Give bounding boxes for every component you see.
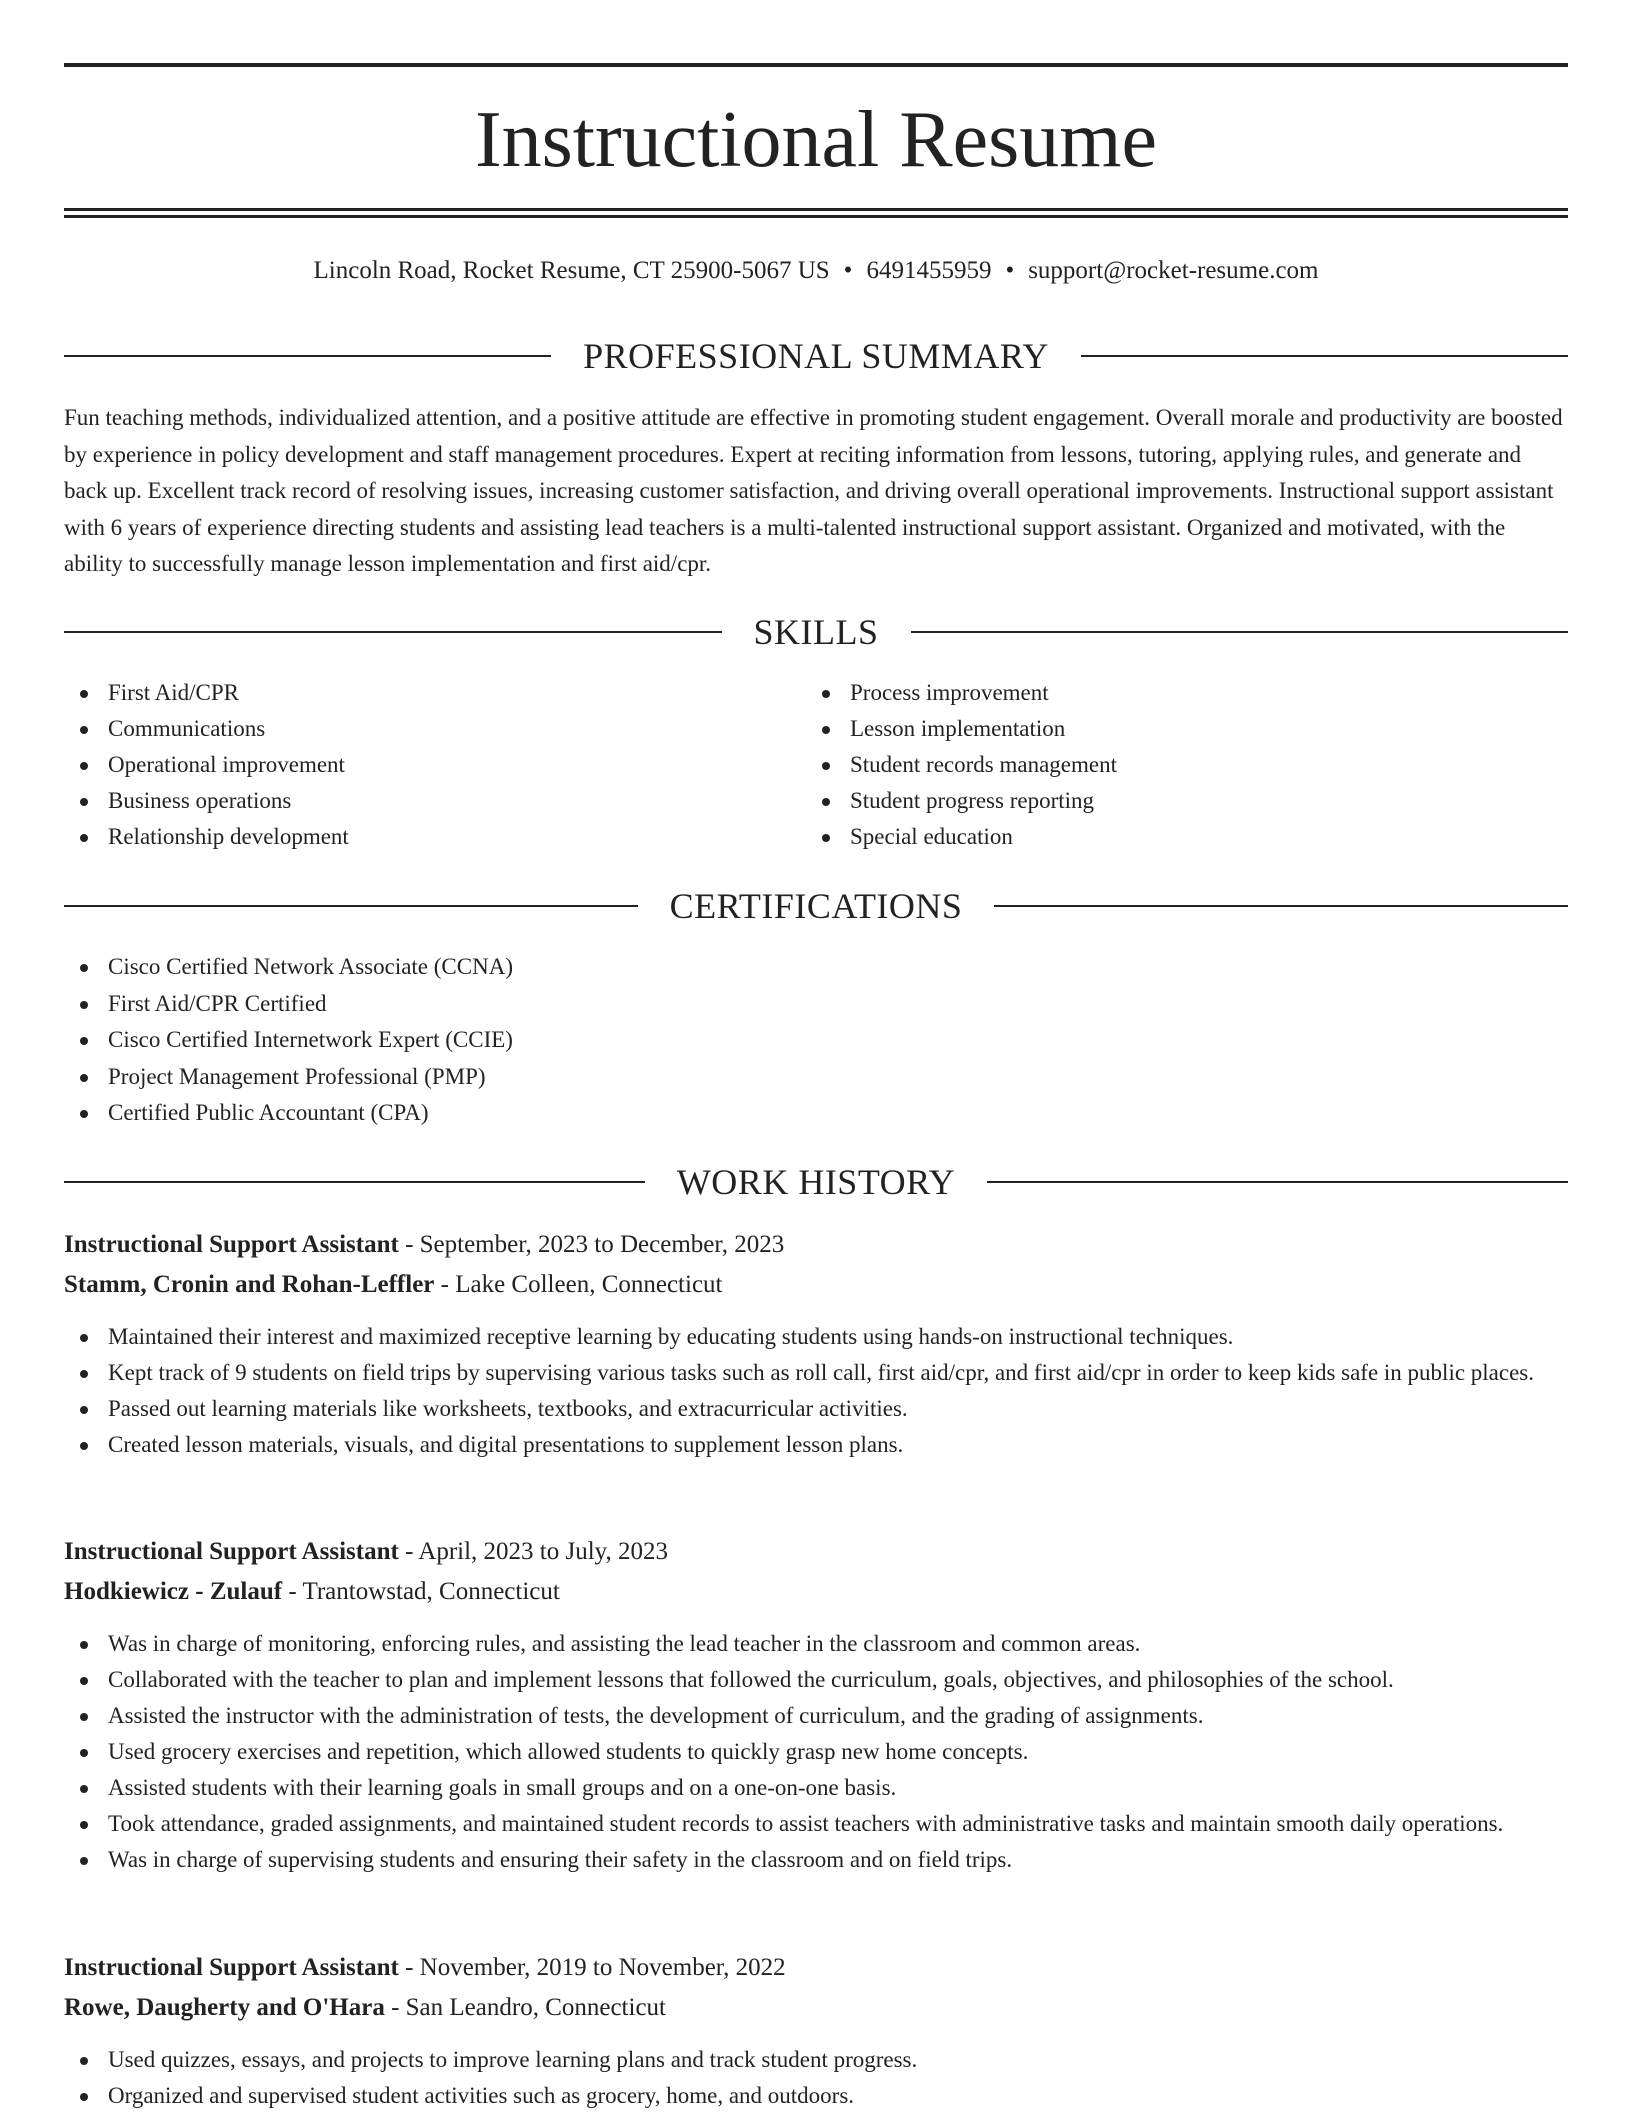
contact-line (64, 254, 1568, 288)
job-bullet: Used quizzes, essays, and projects to improve learning plans and track student progress. (64, 2042, 1568, 2078)
heading-rule (987, 1181, 1568, 1183)
job-title: Instructional Support Assistant (64, 1231, 399, 1258)
heading-rule (64, 1181, 645, 1183)
job-bullets (64, 1319, 1568, 1463)
work-history-heading-label: WORK HISTORY (676, 1162, 956, 1202)
certification-item: Project Management Professional (PMP) (64, 1059, 1568, 1096)
job-company-line (64, 1988, 1568, 2028)
heading-rule (1081, 355, 1568, 357)
skill-item: Business operations (64, 783, 806, 819)
job-location: - San Leandro, Connecticut (384, 1994, 666, 2021)
heading-rule (994, 905, 1568, 907)
work-history-heading (64, 1160, 1568, 1204)
job-bullet: Collaborated with the teacher to plan and implement lessons that followed the curriculum, goals, objectives, and philosophies of the school. (64, 1662, 1568, 1698)
job-bullet: Created lesson materials, visuals, and digital presentations to supplement lesson plans. (64, 1427, 1568, 1463)
skill-item: Student progress reporting (806, 783, 1548, 819)
job-company-line (64, 1572, 1568, 1612)
job-entry (64, 1225, 1568, 1463)
contact-email: support@rocket-resume.com (1028, 257, 1319, 284)
skills-column-right (806, 675, 1548, 855)
job-company: Rowe, Daugherty and O'Hara (64, 1994, 385, 2021)
top-rule (64, 63, 1568, 67)
job-bullets (64, 2042, 1568, 2114)
contact-address: Lincoln Road, Rocket Resume, CT 25900-5067 US (313, 257, 830, 284)
job-title-line (64, 1532, 1568, 1572)
job-bullet: Was in charge of supervising students and ensuring their safety in the classroom and on field trips. (64, 1842, 1568, 1878)
skill-item: Special education (806, 819, 1548, 855)
title-double-rule (64, 208, 1568, 218)
resume-title: Instructional Resume (474, 96, 1158, 184)
skill-item: Student records management (806, 747, 1548, 783)
skill-item: Operational improvement (64, 747, 806, 783)
certifications-list (64, 949, 1568, 1132)
certifications-heading-label: CERTIFICATIONS (669, 886, 963, 926)
certification-item: First Aid/CPR Certified (64, 986, 1568, 1023)
job-entry (64, 1532, 1568, 1878)
job-bullet: Used grocery exercises and repetition, which allowed students to quickly grasp new home concepts. (64, 1734, 1568, 1770)
job-bullet: Took attendance, graded assignments, and maintained student records to assist teachers with administrative tasks and maintain smooth daily operations. (64, 1806, 1568, 1842)
job-entry (64, 1948, 1568, 2114)
skill-item: Process improvement (806, 675, 1548, 711)
job-company-line (64, 1265, 1568, 1305)
skill-item: Communications (64, 711, 806, 747)
skills-column-left (64, 675, 806, 855)
job-title-line (64, 1948, 1568, 1988)
job-location: - Trantowstad, Connecticut (282, 1578, 560, 1605)
job-location: - Lake Colleen, Connecticut (434, 1271, 723, 1298)
job-company: Hodkiewicz - Zulauf (64, 1578, 283, 1605)
certification-item: Certified Public Accountant (CPA) (64, 1095, 1568, 1132)
skill-item: Lesson implementation (806, 711, 1548, 747)
skill-item: First Aid/CPR (64, 675, 806, 711)
heading-rule (64, 905, 638, 907)
job-bullet: Was in charge of monitoring, enforcing rules, and assisting the lead teacher in the classroom and common areas. (64, 1626, 1568, 1662)
summary-text: Fun teaching methods, individualized attention, and a positive attitude are effective in promoting student engagement. Overall morale and productivity are boosted by experience in policy development and staff management procedures. Expert at reciting information from lessons, tutoring, applying rules, and generate and back up. Excellent track record of resolving issues, increasing customer satisfaction, and driving overall operational improvements. Instructional support assistant with 6 years of experience directing students and assisting lead teachers is a multi-talented instructional support assistant. Organized and motivated, with the ability to successfully manage lesson implementation and first aid/cpr. (64, 405, 1563, 577)
certification-item: Cisco Certified Network Associate (CCNA) (64, 949, 1568, 986)
job-bullet: Kept track of 9 students on field trips by supervising various tasks such as roll call, first aid/cpr, and first aid/cpr in order to keep kids safe in public places. (64, 1355, 1568, 1391)
job-title: Instructional Support Assistant (64, 1954, 399, 1981)
skills-heading (64, 610, 1568, 654)
summary-heading (64, 334, 1568, 378)
contact-phone: 6491455959 (866, 257, 992, 284)
summary-heading-label: PROFESSIONAL SUMMARY (583, 336, 1049, 376)
contact-separator: • (843, 257, 853, 284)
heading-rule (64, 355, 551, 357)
certification-item: Cisco Certified Internetwork Expert (CCIE) (64, 1022, 1568, 1059)
job-bullet: Assisted the instructor with the administration of tests, the development of curriculum, and the grading of assignments. (64, 1698, 1568, 1734)
job-dates: - November, 2019 to November, 2022 (398, 1954, 786, 1981)
heading-rule (911, 631, 1569, 633)
skills-heading-label: SKILLS (753, 612, 879, 652)
job-bullet: Assisted students with their learning goals in small groups and on a one-on-one basis. (64, 1770, 1568, 1806)
contact-separator: • (1005, 257, 1015, 284)
skill-item: Relationship development (64, 819, 806, 855)
certifications-heading (64, 884, 1568, 928)
job-bullet: Passed out learning materials like worksheets, textbooks, and extracurricular activities. (64, 1391, 1568, 1427)
job-bullet: Organized and supervised student activities such as grocery, home, and outdoors. (64, 2078, 1568, 2114)
job-dates: - April, 2023 to July, 2023 (398, 1538, 669, 1565)
job-bullet: Maintained their interest and maximized receptive learning by educating students using hands-on instructional techniques. (64, 1319, 1568, 1355)
job-bullets (64, 1626, 1568, 1878)
skills-list (64, 675, 1568, 855)
job-company: Stamm, Cronin and Rohan-Leffler (64, 1271, 435, 1298)
job-title: Instructional Support Assistant (64, 1538, 399, 1565)
job-dates: - September, 2023 to December, 2023 (398, 1231, 785, 1258)
heading-rule (64, 631, 722, 633)
job-title-line (64, 1225, 1568, 1265)
